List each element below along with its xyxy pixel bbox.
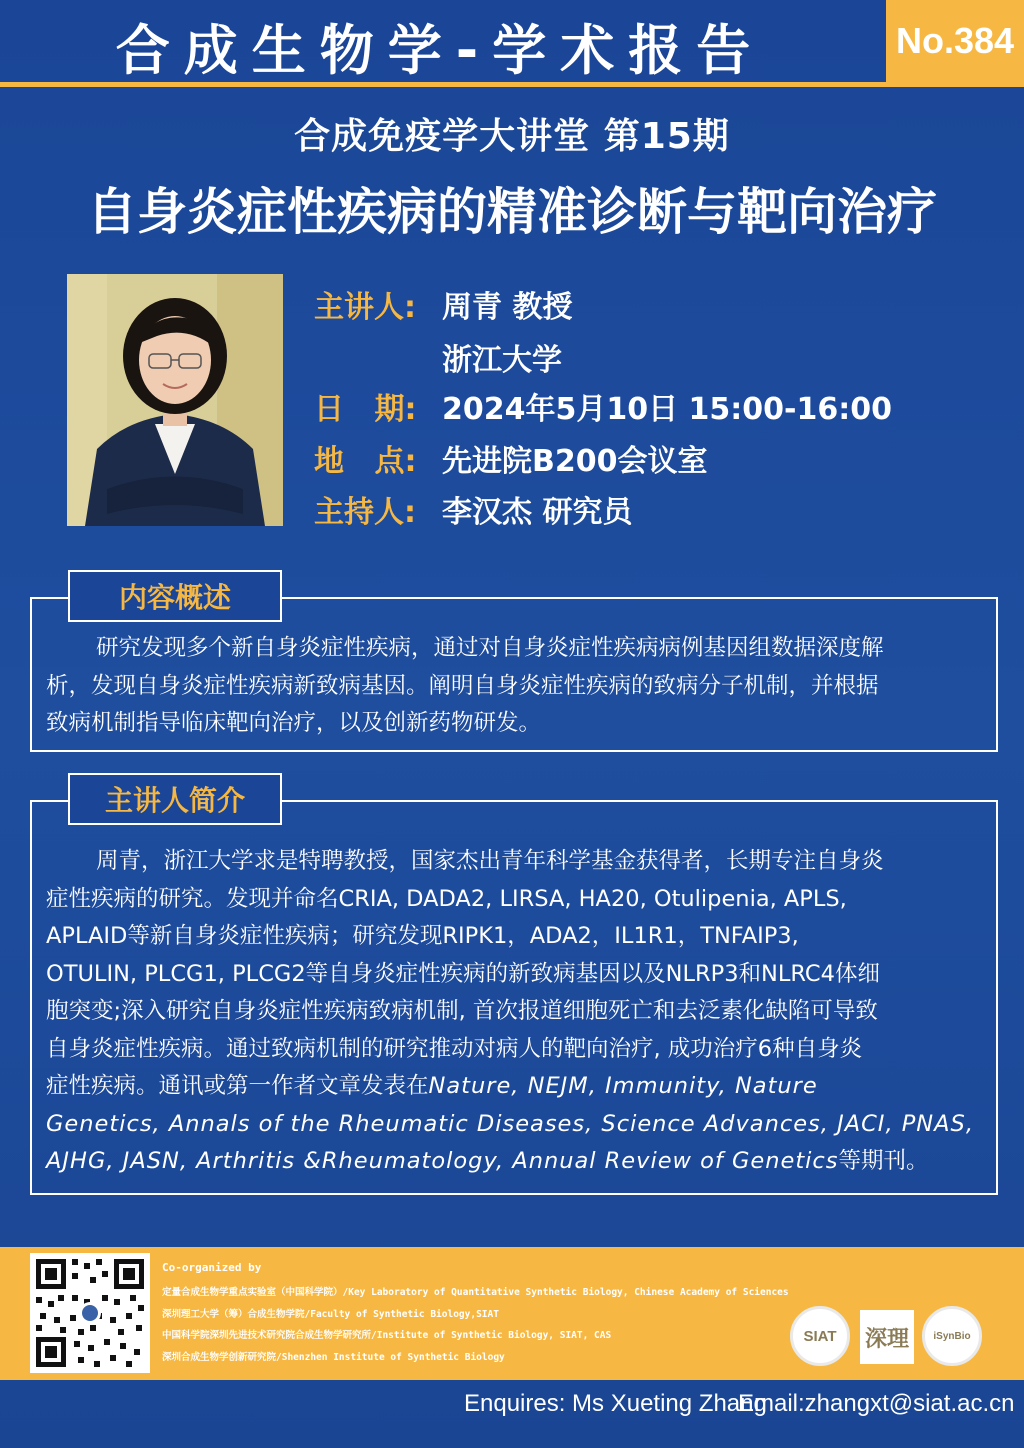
abstract-heading: 内容概述 <box>68 570 282 622</box>
organizer-item: 中国科学院深圳先进技术研究院合成生物学研究所/Institute of Synthetic Biology, SIAT, CAS <box>162 1330 612 1341</box>
speaker-value: 周青 教授 <box>442 290 573 325</box>
header-divider <box>0 82 1024 87</box>
series-title: 合成生物学-学术报告 <box>115 19 765 82</box>
siat-logo: SIAT <box>790 1306 850 1366</box>
venue-value: 先进院B200会议室 <box>442 444 708 479</box>
issue-badge: No.384 <box>886 0 1024 82</box>
organizer-item: 深圳合成生物学创新研究院/Shenzhen Institute of Synthetic Biology <box>162 1351 505 1363</box>
host-value: 李汉杰 研究员 <box>442 495 633 530</box>
journals-3: AJHG, JASN, Arthritis &Rheumatology, Annual Review of Genetics <box>46 1148 839 1174</box>
lecture-series: 合成免疫学大讲堂 第15期 <box>294 116 730 157</box>
co-organizers <box>162 1261 789 1368</box>
bio-line: AJHG, JASN, Arthritis &Rheumatology, Annual Review of Genetics等期刊。 <box>46 1148 929 1174</box>
organizer-item: 定量合成生物学重点实验室（中国科学院）/Key Laboratory of Quantitative Synthetic Biology, Chinese Academy of Sciences <box>162 1287 789 1298</box>
bio-line: 胞突变;深入研究自身炎症性疾病致病机制, 首次报道细胞死亡和去泛素化缺陷可导致 <box>46 998 878 1024</box>
speaker-photo <box>67 274 283 526</box>
venue-label: 地 点: <box>314 444 417 479</box>
bio-line: 症性疾病的研究。发现并命名CRIA, DADA2, LIRSA, HA20, Otulipenia, APLS, <box>46 885 847 912</box>
date-label: 日 期: <box>314 392 417 427</box>
qr-code <box>30 1253 150 1373</box>
affiliation-value: 浙江大学 <box>442 343 562 378</box>
host-label: 主持人: <box>314 495 416 530</box>
email-contact[interactable]: Email:zhangxt@siat.ac.cn <box>738 1390 1015 1417</box>
talk-title: 自身炎症性疾病的精准诊断与靶向治疗 <box>87 183 937 241</box>
speaker-label: 主讲人: <box>314 290 416 325</box>
bio-line <box>46 1106 976 1144</box>
abstract-line: 研究发现多个新自身炎症性疾病，通过对自身炎症性疾病病例基因组数据深度解 <box>96 635 884 661</box>
bio-text <box>46 843 976 1181</box>
bio-line: 自身炎症性疾病。通过致病机制的研究推动对病人的靶向治疗, 成功治疗6种自身炎 <box>46 1035 863 1062</box>
abstract-text <box>46 630 976 743</box>
bio-line: 症性疾病。通讯或第一作者文章发表在Nature, NEJM, Immunity, Nature <box>46 1073 818 1099</box>
bio-line: 周青，浙江大学求是特聘教授，国家杰出青年科学基金获得者，长期专注自身炎 <box>96 848 884 874</box>
abstract-line: 致病机制指导临床靶向治疗，以及创新药物研发。 <box>46 710 542 736</box>
isynbio-logo: iSynBio <box>922 1306 982 1366</box>
co-organizers-title: Co-organized by <box>162 1261 262 1274</box>
journals-2: Genetics, Annals of the Rheumatic Diseases, Science Advances, JACI, PNAS, <box>46 1110 974 1137</box>
bio-line: APLAID等新自身炎症性疾病；研究发现RIPK1，ADA2，IL1R1，TNFAIP3, <box>46 923 799 949</box>
bio-line: OTULIN, PLCG1, PLCG2等自身炎症性疾病的新致病基因以及NLRP3和NLRC4体细 <box>46 960 880 987</box>
journals-1: Nature, NEJM, Immunity, Nature <box>428 1073 818 1099</box>
university-logo: 深理 <box>860 1310 914 1364</box>
enquiries-contact: Enquires: Ms Xueting Zhang <box>464 1390 767 1417</box>
abstract-line: 析，发现自身炎症性疾病新致病基因。阐明自身炎症性疾病的致病分子机制，并根据 <box>46 672 879 699</box>
header <box>0 0 1024 86</box>
organizer-item: 深圳理工大学（筹）合成生物学院/Faculty of Synthetic Biology,SIAT <box>162 1308 499 1320</box>
date-value: 2024年5月10日 15:00-16:00 <box>442 392 892 427</box>
bio-heading: 主讲人简介 <box>68 773 282 825</box>
